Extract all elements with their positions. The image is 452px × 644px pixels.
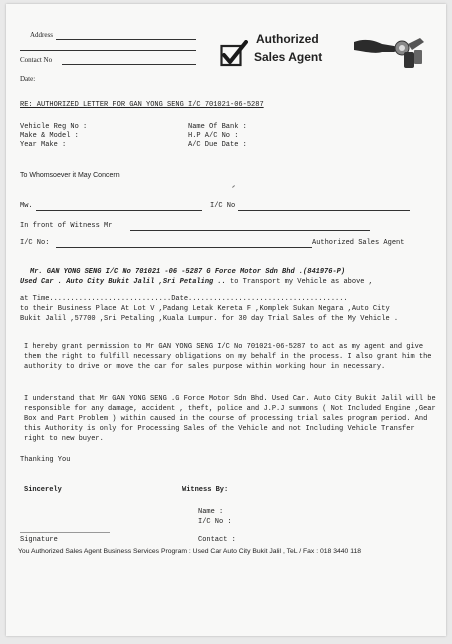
sincerely-label: Sincerely bbox=[24, 486, 62, 494]
front-witness-line[interactable] bbox=[130, 230, 370, 231]
signature-label: Signature bbox=[20, 536, 58, 544]
mw-label: Mw. bbox=[20, 202, 33, 210]
ic-no-line[interactable] bbox=[238, 210, 410, 211]
witness-by-label: Witness By: bbox=[182, 486, 229, 494]
stray-mark bbox=[232, 185, 235, 188]
witness-name-label: Name : bbox=[198, 508, 224, 516]
time-date-line: at Time.............................Date...................................... bbox=[20, 295, 348, 303]
mw-line[interactable] bbox=[36, 210, 202, 211]
ic-no-label: I/C No bbox=[210, 202, 236, 210]
agent-identity-line: Mr. GAN YONG SENG I/C No 701021 -06 -5287 G Force Motor Sdn Bhd .(841976-P) bbox=[30, 268, 346, 276]
logo-text-sales-agent: Sales Agent bbox=[254, 50, 323, 64]
permission-paragraph: I hereby grant permission to Mr GAN YONG SENG I/C No 701021-06-5287 to act as my agent and give them the right to fulfill necessary obligations on my behalf in the process. I also grant him the authority to drive or move the car for sales purpose within working hour in necessary. bbox=[24, 343, 432, 371]
year-make-label: Year Make : bbox=[20, 141, 67, 149]
agent-address-rest: to Transport my Vehicle as above , bbox=[225, 278, 373, 286]
signature-line[interactable] bbox=[20, 532, 110, 533]
bank-name-label: Name Of Bank : bbox=[188, 123, 247, 131]
address-label: Address bbox=[30, 31, 53, 39]
trial-sales-line: Bukit Jalil ,57700 ,Sri Petaling ,Kuala Lumpur. for 30 day Trial Sales of the My Vehicle . bbox=[20, 315, 399, 323]
hand-car-keys-icon bbox=[352, 30, 430, 70]
contact-line[interactable] bbox=[62, 64, 196, 65]
authorized-sales-agent-logo bbox=[216, 28, 442, 76]
re-subject-line: RE: AUTHORIZED LETTER FOR GAN YONG SENG I/C 701021-06-5287 bbox=[20, 101, 264, 109]
to-whomsoever-text: To Whomsoever it May Concern bbox=[20, 172, 120, 179]
address-line-2[interactable] bbox=[20, 50, 196, 51]
business-place-line: to their Business Place At Lot V ,Padang Letak Kereta F ,Komplek Sukan Negara ,Auto City bbox=[20, 305, 390, 313]
ic-no-line-2[interactable] bbox=[56, 247, 312, 248]
footer-text: You Authorized Sales Agent Business Services Program : Used Car Auto City Bukit Jalil , TeL / Fax : 018 3440 118 bbox=[18, 548, 362, 555]
authorized-sales-agent-label: Authorized Sales Agent bbox=[312, 239, 405, 247]
make-model-label: Make & Model : bbox=[20, 132, 79, 140]
witness-contact-label: Contact : bbox=[198, 536, 236, 544]
hp-ac-label: H.P A/C No : bbox=[188, 132, 239, 140]
address-line[interactable] bbox=[56, 39, 196, 40]
responsibility-paragraph: I understand that Mr GAN YONG SENG .G Force Motor Sdn Bhd. Used Car. Auto City Bukit Jalil will be responsible for any damage, accident , theft, police and J.P.J summons ( Not Included Engine ,Gear Box and Part Problem ) within caused in the course of processing trial sales program period. And this Authority is only for Processing Sales of the Vehicle and not Including Vehicle Transfer right to new buyer. bbox=[24, 395, 436, 443]
letter-page bbox=[6, 4, 446, 636]
checkbox-check-icon bbox=[220, 40, 248, 68]
contact-label: Contact No bbox=[20, 56, 53, 64]
ac-due-date-label: A/C Due Date : bbox=[188, 141, 247, 149]
agent-address-bold: Used Car . Auto City Bukit Jalil ,Sri Petaling .. bbox=[20, 278, 226, 286]
vehicle-reg-label: Vehicle Reg No : bbox=[20, 123, 88, 131]
agent-address-line bbox=[20, 278, 373, 286]
thanking-you-text: Thanking You bbox=[20, 456, 71, 464]
witness-ic-label: I/C No : bbox=[198, 518, 232, 526]
front-witness-label: In front of Witness Mr bbox=[20, 222, 113, 230]
date-label: Date: bbox=[20, 75, 36, 83]
logo-text-authorized: Authorized bbox=[256, 32, 319, 46]
ic-no-label-2: I/C No: bbox=[20, 239, 50, 247]
